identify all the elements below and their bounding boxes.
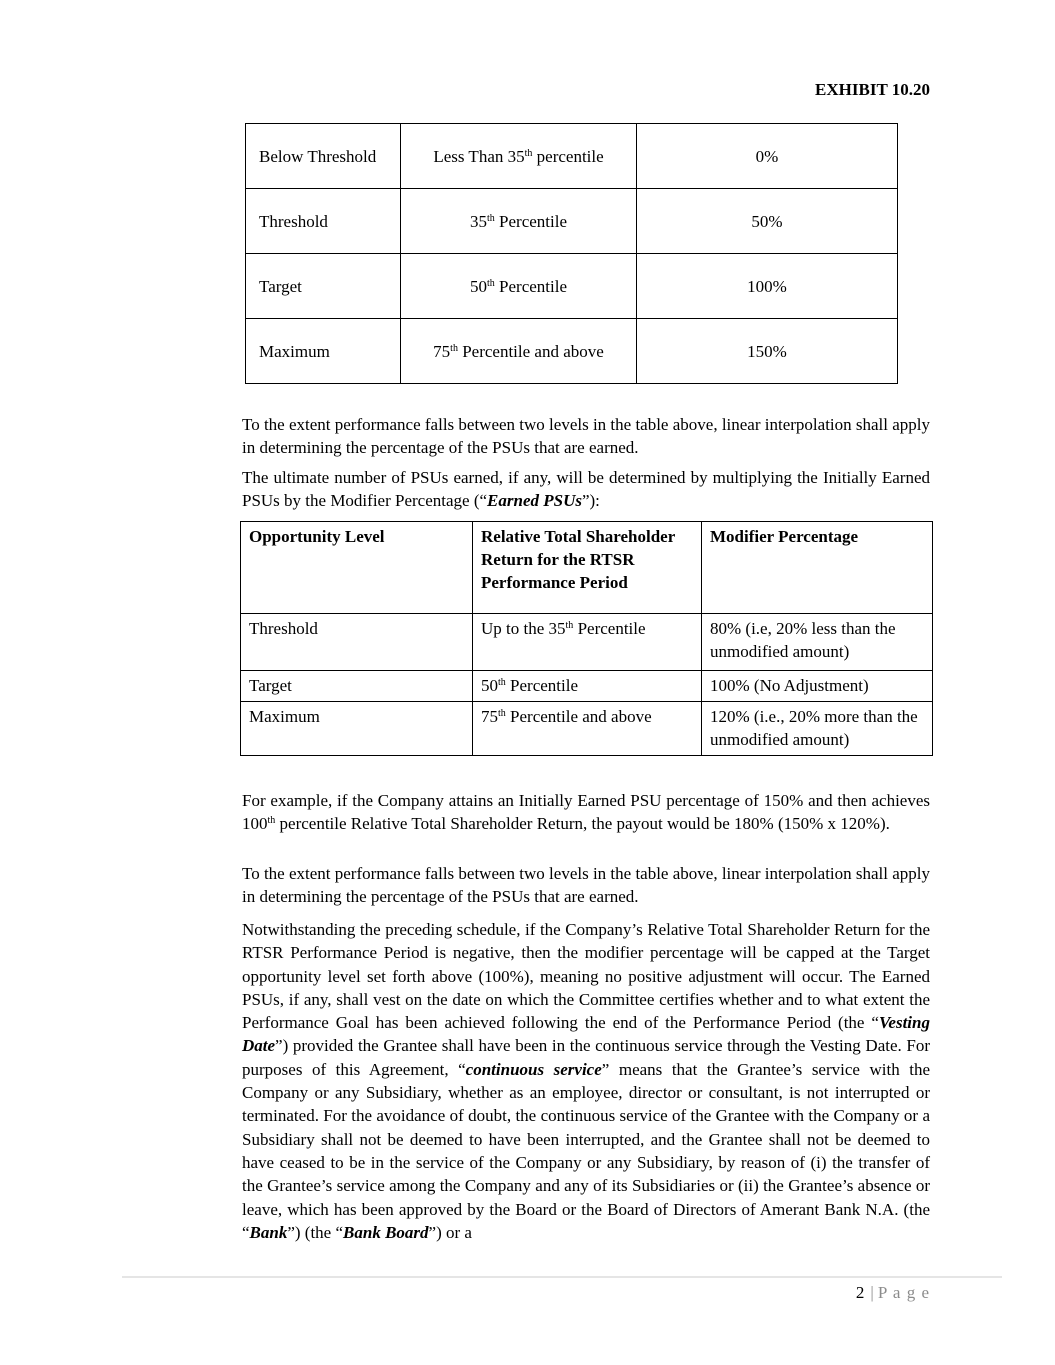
- paragraph-example: For example, if the Company attains an Initially Earned PSU percentage of 150% and then achieves 100th percentile Relative Total Shareholder Return, the payout would be 180% (150% x 120%).: [242, 791, 930, 834]
- payout-percentage-cell: 150%: [637, 319, 898, 384]
- page-number: 2: [855, 1283, 865, 1302]
- table-row: [246, 124, 898, 189]
- modifier-cell: 120% (i.e., 20% more than the unmodified amount): [702, 702, 933, 756]
- opportunity-level-cell: Below Threshold: [246, 124, 401, 189]
- table-header-row: [241, 522, 933, 614]
- footer-page-label: P a g e: [877, 1283, 930, 1302]
- column-header-modifier-percentage: Modifier Percentage: [702, 522, 933, 614]
- modifier-cell: 80% (i.e, 20% less than the unmodified amount): [702, 614, 933, 671]
- paragraph-linear-interpolation-2: To the extent performance falls between two levels in the table above, linear interpolation shall apply in determining the percentage of the PSUs that are earned.: [242, 864, 931, 907]
- modifier-cell: 100% (No Adjustment): [702, 671, 933, 702]
- modifier-table: [240, 521, 933, 756]
- footer-divider: [122, 1276, 1002, 1278]
- opportunity-level-cell: Threshold: [246, 189, 401, 254]
- performance-cell: Less Than 35th percentile: [401, 124, 637, 189]
- table-row: [241, 702, 933, 756]
- opportunity-level-cell: Target: [246, 254, 401, 319]
- column-header-opportunity-level: Opportunity Level: [241, 522, 473, 614]
- paragraph-linear-interpolation-1: To the extent performance falls between two levels in the table above, linear interpolation shall apply in determining the percentage of the PSUs that are earned.: [242, 415, 931, 458]
- payout-table: [245, 123, 898, 384]
- payout-percentage-cell: 0%: [637, 124, 898, 189]
- column-header-rtsr: Relative Total Shareholder Return for the RTSR Performance Period: [473, 522, 702, 614]
- payout-percentage-cell: 50%: [637, 189, 898, 254]
- opportunity-level-cell: Maximum: [246, 319, 401, 384]
- performance-cell: 50th Percentile: [401, 254, 637, 319]
- paragraph-earned-psus: The ultimate number of PSUs earned, if any, will be determined by multiplying the Initially Earned PSUs by the Modifier Percentage (“Earned PSUs”):: [242, 468, 930, 511]
- table-row: [241, 614, 933, 671]
- performance-cell: 75th Percentile and above: [401, 319, 637, 384]
- paragraph-notwithstanding: Notwithstanding the preceding schedule, if the Company’s Relative Total Shareholder Return for the RTSR Performance Period is negative, then the modifier percentage will be capped at the Target opportunity level set forth above (100%), meaning no positive adjustment will occur. The Earned PSUs, if any, shall vest on the date on which the Committee certifies whether and to what extent the Performance Goal has been achieved following the end of the Performance Period (the “Vesting Date”) provided the Grantee shall have been in the continuous service through the Vesting Date. For purposes of this Agreement, “continuous service” means that the Grantee’s service with the Company or any Subsidiary, whether as an employee, director or consultant, is not interrupted or terminated. For the avoidance of doubt, the continuous service of the Grantee with the Company or a Subsidiary shall not be deemed to have been interrupted, and the Grantee shall not be deemed to have ceased to be in the service of the Company or any Subsidiary, by reason of (i) the transfer of the Grantee’s service among the Company and any of its Subsidiaries or (ii) the Grantee’s absence or leave, which has been approved by the Board or the Board of Directors of Amerant Bank N.A. (the “Bank”) (the “Bank Board”) or a: [242, 920, 931, 1242]
- rtsr-cell: 50th Percentile: [473, 671, 702, 702]
- rtsr-cell: 75th Percentile and above: [473, 702, 702, 756]
- performance-cell: 35th Percentile: [401, 189, 637, 254]
- opportunity-level-cell: Threshold: [241, 614, 473, 671]
- table-row: [241, 671, 933, 702]
- table-row: [246, 254, 898, 319]
- opportunity-level-cell: Target: [241, 671, 473, 702]
- footer-separator: |: [870, 1283, 874, 1302]
- table-row: [246, 189, 898, 254]
- rtsr-cell: Up to the 35th Percentile: [473, 614, 702, 671]
- payout-percentage-cell: 100%: [637, 254, 898, 319]
- table-row: [246, 319, 898, 384]
- exhibit-label: EXHIBIT 10.20: [815, 80, 930, 99]
- opportunity-level-cell: Maximum: [241, 702, 473, 756]
- page-footer: [856, 1282, 930, 1303]
